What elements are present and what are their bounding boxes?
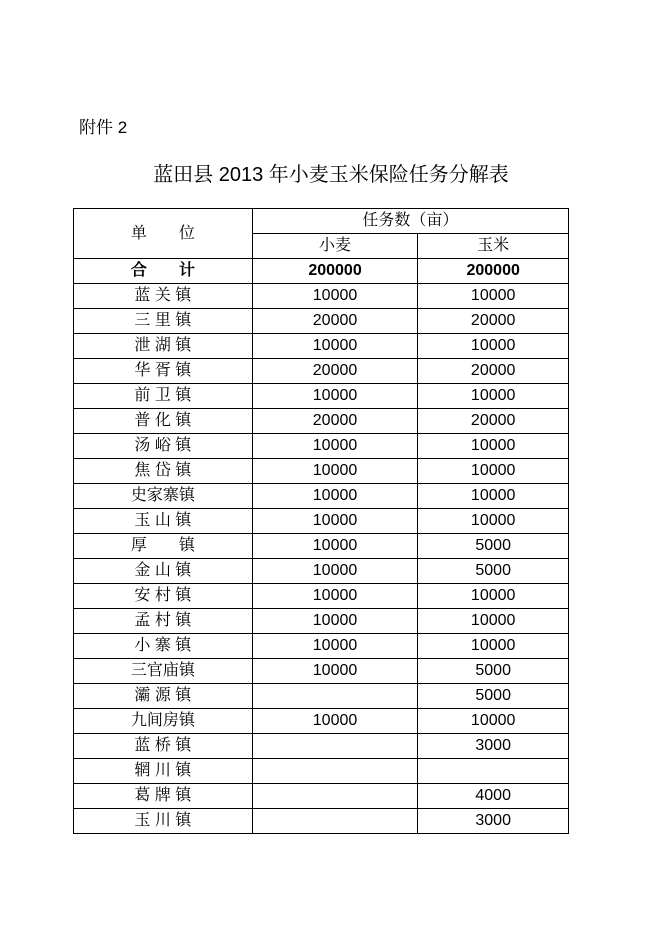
cell-wheat: 10000 [252, 459, 418, 484]
cell-corn: 4000 [418, 784, 569, 809]
cell-wheat: 10000 [252, 334, 418, 359]
cell-wheat [252, 734, 418, 759]
cell-name: 灞 源 镇 [74, 684, 253, 709]
cell-wheat: 10000 [252, 384, 418, 409]
cell-name: 泄 湖 镇 [74, 334, 253, 359]
cell-name: 前 卫 镇 [74, 384, 253, 409]
cell-name: 汤 峪 镇 [74, 434, 253, 459]
cell-wheat: 10000 [252, 509, 418, 534]
table-row [74, 709, 569, 734]
cell-name: 玉 川 镇 [74, 809, 253, 834]
cell-wheat [252, 684, 418, 709]
cell-wheat: 10000 [252, 284, 418, 309]
cell-corn: 10000 [418, 609, 569, 634]
cell-wheat: 20000 [252, 409, 418, 434]
cell-corn: 10000 [418, 709, 569, 734]
table-row [74, 759, 569, 784]
table-row [74, 309, 569, 334]
cell-wheat: 10000 [252, 584, 418, 609]
cell-name: 孟 村 镇 [74, 609, 253, 634]
cell-wheat: 10000 [252, 484, 418, 509]
cell-corn: 10000 [418, 584, 569, 609]
cell-name: 蓝 桥 镇 [74, 734, 253, 759]
table-row [74, 509, 569, 534]
table-row [74, 659, 569, 684]
cell-corn: 10000 [418, 284, 569, 309]
cell-name: 三 里 镇 [74, 309, 253, 334]
header-task: 任务数（亩） [252, 209, 568, 234]
table-row [74, 434, 569, 459]
cell-name: 厚 镇 [74, 534, 253, 559]
table-row [74, 734, 569, 759]
header-wheat: 小麦 [252, 234, 418, 259]
cell-name: 普 化 镇 [74, 409, 253, 434]
table-row [74, 334, 569, 359]
cell-wheat: 10000 [252, 434, 418, 459]
cell-name: 小 寨 镇 [74, 634, 253, 659]
table-row [74, 784, 569, 809]
table-row [74, 684, 569, 709]
cell-name: 九间房镇 [74, 709, 253, 734]
table-row [74, 809, 569, 834]
cell-wheat: 20000 [252, 359, 418, 384]
table-row [74, 409, 569, 434]
table-row [74, 284, 569, 309]
table-row [74, 384, 569, 409]
cell-corn: 3000 [418, 809, 569, 834]
cell-wheat [252, 784, 418, 809]
cell-wheat: 10000 [252, 659, 418, 684]
cell-corn: 5000 [418, 684, 569, 709]
header-corn: 玉米 [418, 234, 569, 259]
document-title: 蓝田县 2013 年小麦玉米保险任务分解表 [153, 164, 509, 186]
cell-corn: 10000 [418, 509, 569, 534]
total-wheat: 200000 [252, 259, 418, 284]
table-row [74, 584, 569, 609]
cell-corn: 3000 [418, 734, 569, 759]
table-row [74, 559, 569, 584]
cell-wheat [252, 759, 418, 784]
cell-name: 安 村 镇 [74, 584, 253, 609]
table-row [74, 609, 569, 634]
cell-name: 三官庙镇 [74, 659, 253, 684]
cell-wheat [252, 809, 418, 834]
cell-wheat: 10000 [252, 609, 418, 634]
task-table [73, 208, 569, 834]
cell-wheat: 20000 [252, 309, 418, 334]
cell-name: 葛 牌 镇 [74, 784, 253, 809]
cell-wheat: 10000 [252, 634, 418, 659]
table-row [74, 484, 569, 509]
cell-name: 焦 岱 镇 [74, 459, 253, 484]
cell-name: 金 山 镇 [74, 559, 253, 584]
cell-corn: 10000 [418, 434, 569, 459]
cell-name: 华 胥 镇 [74, 359, 253, 384]
cell-corn [418, 759, 569, 784]
cell-wheat: 10000 [252, 559, 418, 584]
table-row [74, 534, 569, 559]
table-row [74, 459, 569, 484]
cell-name: 蓝 关 镇 [74, 284, 253, 309]
total-row [74, 259, 569, 284]
cell-corn: 20000 [418, 409, 569, 434]
cell-corn: 20000 [418, 359, 569, 384]
cell-corn: 10000 [418, 384, 569, 409]
cell-corn: 5000 [418, 559, 569, 584]
attachment-label: 附件 2 [79, 118, 128, 137]
total-name: 合 计 [74, 259, 253, 284]
cell-name: 史家寨镇 [74, 484, 253, 509]
cell-name: 辋 川 镇 [74, 759, 253, 784]
header-unit: 单 位 [74, 209, 253, 259]
cell-wheat: 10000 [252, 534, 418, 559]
table-row [74, 634, 569, 659]
header-row [74, 209, 569, 234]
cell-corn: 10000 [418, 334, 569, 359]
table-row [74, 359, 569, 384]
cell-corn: 5000 [418, 534, 569, 559]
cell-corn: 10000 [418, 634, 569, 659]
cell-wheat: 10000 [252, 709, 418, 734]
total-corn: 200000 [418, 259, 569, 284]
cell-name: 玉 山 镇 [74, 509, 253, 534]
cell-corn: 10000 [418, 484, 569, 509]
cell-corn: 10000 [418, 459, 569, 484]
cell-corn: 5000 [418, 659, 569, 684]
cell-corn: 20000 [418, 309, 569, 334]
